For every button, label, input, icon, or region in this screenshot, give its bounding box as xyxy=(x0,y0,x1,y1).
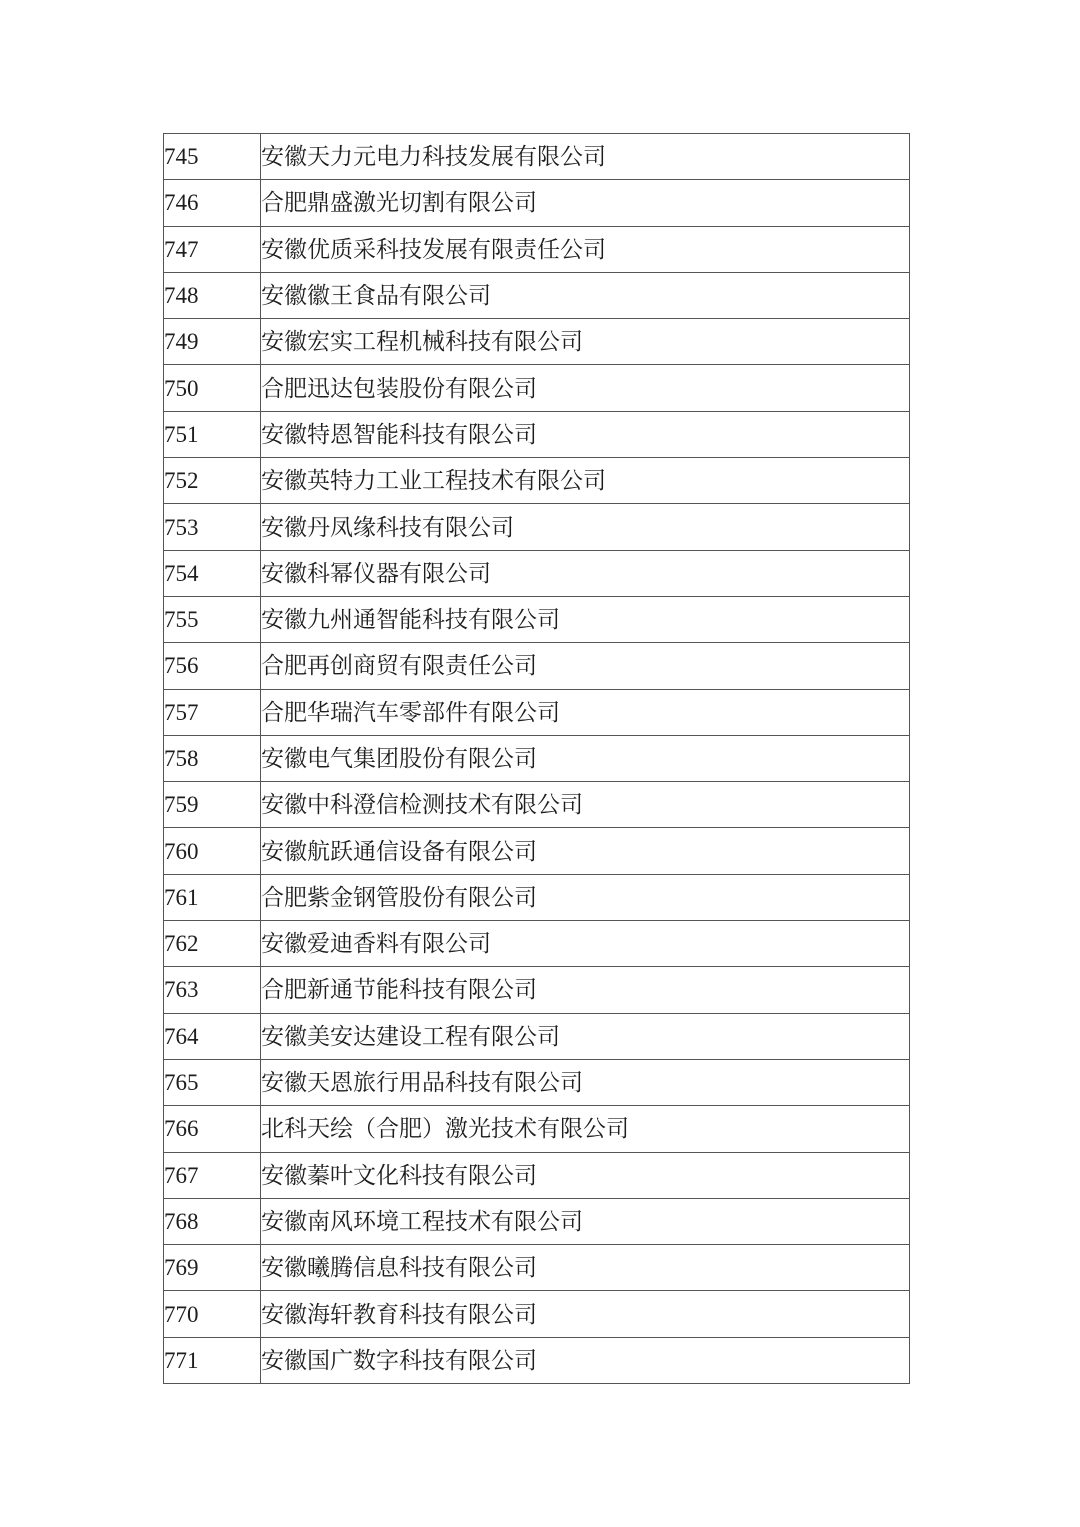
company-name-cell: 安徽曦腾信息科技有限公司 xyxy=(261,1245,910,1291)
row-number-cell: 763 xyxy=(164,967,261,1013)
table-row xyxy=(164,1059,910,1105)
row-number-cell: 753 xyxy=(164,504,261,550)
company-table-body xyxy=(164,134,910,1384)
table-row xyxy=(164,828,910,874)
table-row xyxy=(164,550,910,596)
table-row xyxy=(164,921,910,967)
company-name-cell: 安徽南风环境工程技术有限公司 xyxy=(261,1198,910,1244)
company-name-cell: 安徽中科澄信检测技术有限公司 xyxy=(261,782,910,828)
company-table xyxy=(163,133,910,1384)
table-row xyxy=(164,180,910,226)
table-row xyxy=(164,782,910,828)
company-name-cell: 安徽英特力工业工程技术有限公司 xyxy=(261,458,910,504)
table-row xyxy=(164,1106,910,1152)
table-row xyxy=(164,643,910,689)
company-name-cell: 安徽爱迪香料有限公司 xyxy=(261,921,910,967)
row-number-cell: 770 xyxy=(164,1291,261,1337)
row-number-cell: 768 xyxy=(164,1198,261,1244)
row-number-cell: 752 xyxy=(164,458,261,504)
company-name-cell: 安徽天恩旅行用品科技有限公司 xyxy=(261,1059,910,1105)
row-number-cell: 759 xyxy=(164,782,261,828)
table-row xyxy=(164,689,910,735)
row-number-cell: 754 xyxy=(164,550,261,596)
row-number-cell: 758 xyxy=(164,735,261,781)
row-number-cell: 750 xyxy=(164,365,261,411)
row-number-cell: 749 xyxy=(164,319,261,365)
row-number-cell: 766 xyxy=(164,1106,261,1152)
company-name-cell: 安徽航跃通信设备有限公司 xyxy=(261,828,910,874)
table-row xyxy=(164,365,910,411)
row-number-cell: 761 xyxy=(164,874,261,920)
row-number-cell: 764 xyxy=(164,1013,261,1059)
table-row xyxy=(164,226,910,272)
table-row xyxy=(164,504,910,550)
row-number-cell: 769 xyxy=(164,1245,261,1291)
company-name-cell: 合肥再创商贸有限责任公司 xyxy=(261,643,910,689)
table-row xyxy=(164,458,910,504)
company-name-cell: 安徽蓁叶文化科技有限公司 xyxy=(261,1152,910,1198)
company-name-cell: 合肥迅达包装股份有限公司 xyxy=(261,365,910,411)
row-number-cell: 755 xyxy=(164,596,261,642)
company-name-cell: 安徽宏实工程机械科技有限公司 xyxy=(261,319,910,365)
company-name-cell: 安徽九州通智能科技有限公司 xyxy=(261,596,910,642)
table-row xyxy=(164,1013,910,1059)
table-row xyxy=(164,1152,910,1198)
row-number-cell: 771 xyxy=(164,1337,261,1383)
table-row xyxy=(164,134,910,180)
row-number-cell: 747 xyxy=(164,226,261,272)
company-name-cell: 北科天绘（合肥）激光技术有限公司 xyxy=(261,1106,910,1152)
row-number-cell: 745 xyxy=(164,134,261,180)
table-row xyxy=(164,1245,910,1291)
row-number-cell: 765 xyxy=(164,1059,261,1105)
table-row xyxy=(164,1291,910,1337)
table-row xyxy=(164,735,910,781)
company-name-cell: 安徽徽王食品有限公司 xyxy=(261,272,910,318)
company-name-cell: 安徽天力元电力科技发展有限公司 xyxy=(261,134,910,180)
row-number-cell: 760 xyxy=(164,828,261,874)
company-name-cell: 合肥紫金钢管股份有限公司 xyxy=(261,874,910,920)
table-row xyxy=(164,596,910,642)
row-number-cell: 751 xyxy=(164,411,261,457)
table-row xyxy=(164,272,910,318)
company-name-cell: 安徽优质采科技发展有限责任公司 xyxy=(261,226,910,272)
company-name-cell: 合肥鼎盛激光切割有限公司 xyxy=(261,180,910,226)
table-row xyxy=(164,1198,910,1244)
company-name-cell: 安徽海轩教育科技有限公司 xyxy=(261,1291,910,1337)
company-name-cell: 合肥华瑞汽车零部件有限公司 xyxy=(261,689,910,735)
row-number-cell: 757 xyxy=(164,689,261,735)
table-row xyxy=(164,1337,910,1383)
row-number-cell: 746 xyxy=(164,180,261,226)
row-number-cell: 767 xyxy=(164,1152,261,1198)
table-row xyxy=(164,874,910,920)
table-row xyxy=(164,319,910,365)
company-name-cell: 合肥新通节能科技有限公司 xyxy=(261,967,910,1013)
table-row xyxy=(164,411,910,457)
company-name-cell: 安徽美安达建设工程有限公司 xyxy=(261,1013,910,1059)
row-number-cell: 748 xyxy=(164,272,261,318)
row-number-cell: 756 xyxy=(164,643,261,689)
company-name-cell: 安徽国广数字科技有限公司 xyxy=(261,1337,910,1383)
company-name-cell: 安徽丹凤缘科技有限公司 xyxy=(261,504,910,550)
company-name-cell: 安徽电气集团股份有限公司 xyxy=(261,735,910,781)
company-name-cell: 安徽科幂仪器有限公司 xyxy=(261,550,910,596)
company-name-cell: 安徽特恩智能科技有限公司 xyxy=(261,411,910,457)
row-number-cell: 762 xyxy=(164,921,261,967)
table-row xyxy=(164,967,910,1013)
